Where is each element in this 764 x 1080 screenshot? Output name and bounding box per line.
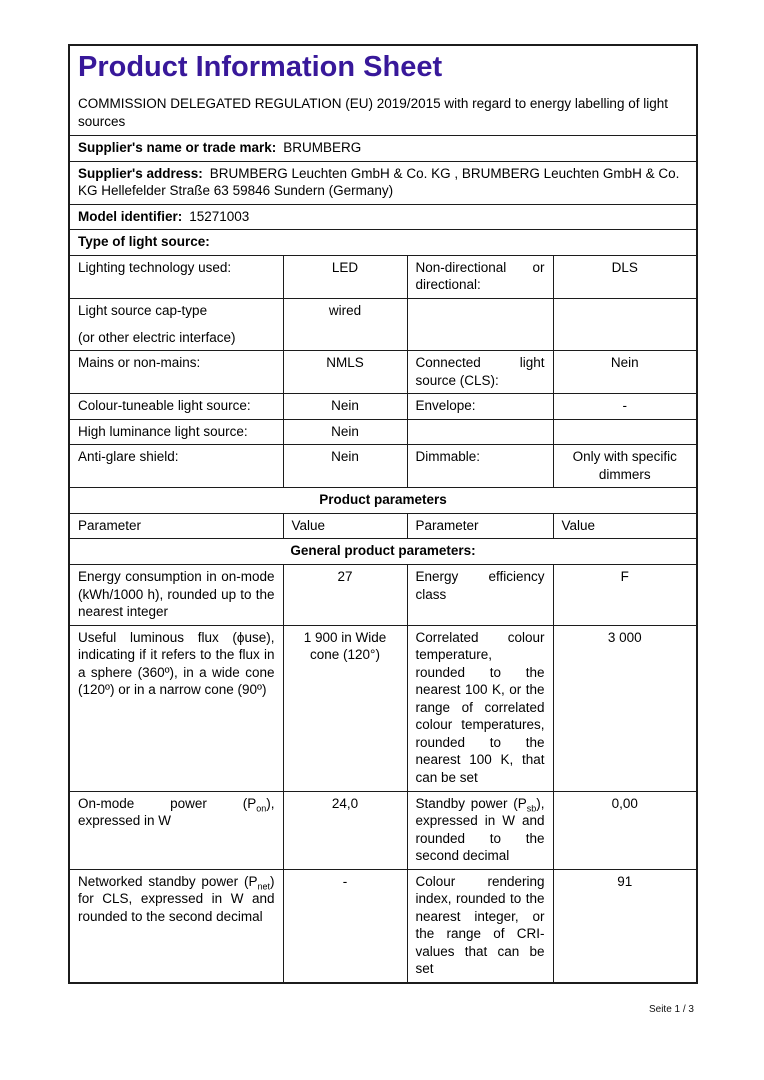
value-correlated-colour-temperature: 3 000 [553,625,697,791]
value-energy-consumption: 27 [283,564,407,625]
supplier-name-value: BRUMBERG [283,140,362,156]
param-empty [407,298,553,350]
column-header-parameter-2: Parameter [407,513,553,539]
table-row-mains [69,351,697,394]
value-useful-luminous-flux: 1 900 in Wide cone (120°) [283,625,407,791]
param-correlated-colour-temperature: Correlated colour temperature, rounded to the nearest 100 K, or the range of correlated colour temperatures, rounded to the nearest 100 K, that can be set [407,625,553,791]
supplier-name-label: Supplier's name or trade mark: [78,140,277,156]
general-product-parameters-heading: General product parameters: [69,539,697,565]
value-lighting-technology: LED [283,255,407,298]
param-standby-power: Standby power $(P_{sb})$, expressed in W and rounded to the second decimal [407,791,553,869]
param-high-luminance: High luminance light source: [69,419,283,445]
table-row-lighting-technology [69,255,697,298]
value-colour-tuneable: Nein [283,394,407,420]
param-colour-rendering-index: Colour rendering index, rounded to the nearest integer, or the range of CRI-values that can be set [407,869,553,983]
product-parameters-heading: Product parameters [69,488,697,514]
table-row-header [69,45,697,136]
value-empty [553,419,697,445]
table-row-on-mode-power [69,791,697,869]
table-row-cap-type [69,298,697,350]
subscript-on: on [256,803,267,814]
table-row-type-heading [69,230,697,256]
value-energy-efficiency-class: F [553,564,697,625]
table-row-colour-tuneable [69,394,697,420]
value-empty [553,298,697,350]
regulation-subtitle: COMMISSION DELEGATED REGULATION (EU) 2019/2015 with regard to energy labelling of light sources [78,95,668,129]
value-dimmable: Only with specific dimmers [553,445,697,488]
param-energy-efficiency-class: Energy efficiency class [407,564,553,625]
param-colour-tuneable: Colour-tuneable light source: [69,394,283,420]
cap-type-line1: Light source cap-type [78,302,208,318]
table-row-networked-standby-power [69,869,697,983]
table-row-high-luminance [69,419,697,445]
value-connected-light-source: Nein [553,351,697,394]
table-row-general-parameters-heading [69,539,697,565]
value-high-luminance: Nein [283,419,407,445]
value-standby-power: 0,00 [553,791,697,869]
supplier-address-label: Supplier's address: [78,165,203,181]
table-row-model-identifier [69,204,697,230]
table-row-anti-glare [69,445,697,488]
param-empty [407,419,553,445]
param-useful-luminous-flux: Useful luminous flux (ϕuse), indicating if it refers to the flux in a sphere (360º), in a wide cone (120º) or in a narrow cone (90º) [69,625,283,791]
model-identifier-value: 15271003 [189,208,250,224]
param-networked-standby-power: Networked standby power $(P_{net})$ for CLS, expressed in W and rounded to the second decimal [69,869,283,983]
value-anti-glare: Nein [283,445,407,488]
param-energy-consumption: Energy consumption in on-mode (kWh/1000 h), rounded up to the nearest integer [69,564,283,625]
table-row-energy-consumption [69,564,697,625]
param-lighting-technology: Lighting technology used: [69,255,283,298]
page-title: Product Information Sheet [78,51,443,83]
table-row-supplier-name [69,136,697,162]
param-on-mode-power: On-mode power $(P_{on})$, expressed in W [69,791,283,869]
column-header-value-1: Value [283,513,407,539]
supplier-address-value: BRUMBERG Leuchten GmbH & Co. KG , BRUMBERG Leuchten GmbH & Co. KG Hellefelder Straße 63 59846 Sundern (Germany) [78,165,680,199]
param-envelope: Envelope: [407,394,553,420]
product-info-table [68,44,698,984]
value-envelope: - [553,394,697,420]
table-row-column-headers [69,513,697,539]
param-dimmable: Dimmable: [407,445,553,488]
model-identifier-label: Model identifier: [78,208,183,224]
param-mains: Mains or non-mains: [69,351,283,394]
subscript-sb: sb [526,803,537,814]
param-anti-glare: Anti-glare shield: [69,445,283,488]
param-cap-type [69,298,283,350]
subscript-net: net [257,881,270,892]
table-row-product-parameters-heading [69,488,697,514]
value-networked-standby-power: - [283,869,407,983]
type-of-light-source-heading: Type of light source: [69,230,697,256]
column-header-value-2: Value [553,513,697,539]
param-connected-light-source: Connected light source (CLS): [407,351,553,394]
column-header-parameter-1: Parameter [69,513,283,539]
page-number: Seite 1 / 3 [648,1004,694,1015]
table-row-luminous-flux [69,625,697,791]
table-row-supplier-address [69,161,697,204]
value-colour-rendering-index: 91 [553,869,697,983]
value-directionality: DLS [553,255,697,298]
value-on-mode-power: 24,0 [283,791,407,869]
value-cap-type: wired [283,298,407,350]
value-mains: NMLS [283,351,407,394]
cap-type-line2: (or other electric interface) [78,329,236,345]
param-directionality: Non-directional or directional: [407,255,553,298]
